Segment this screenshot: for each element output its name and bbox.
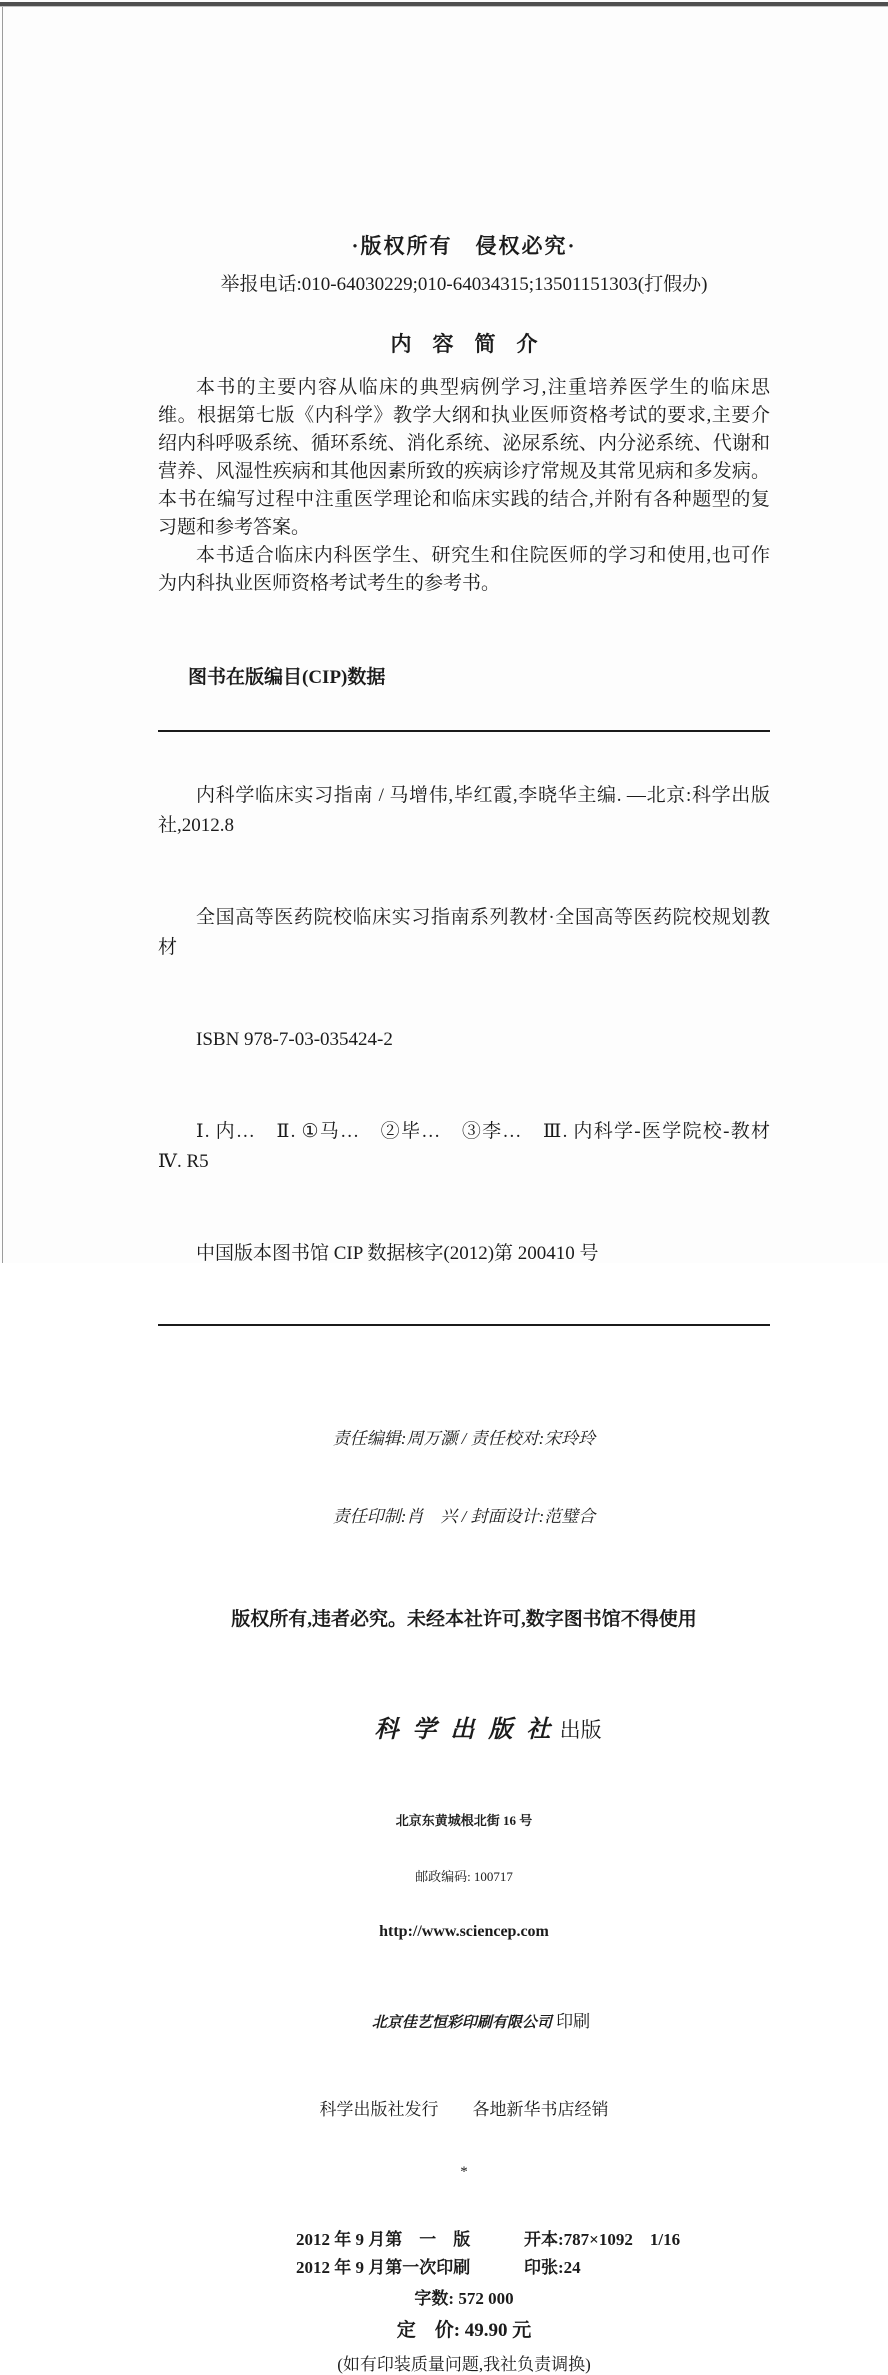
- report-phone-line: 举报电话:010-64030229;010-64034315;13501151303(打假办): [220, 274, 708, 295]
- page-content: [158, 0, 790, 2375]
- cip-record-entry: 中国版本图书馆 CIP 数据核字(2012)第 200410 号: [196, 1243, 599, 1264]
- cip-isbn-entry: ISBN 978-7-03-035424-2: [196, 1029, 393, 1050]
- staff-credits: [158, 1374, 770, 1582]
- printing-date: 2012 年 9 月第一次印刷: [296, 2258, 471, 2277]
- publisher-address: 北京东黄城根北街 16 号: [395, 1813, 533, 1828]
- cip-series-entry: 全国高等医药院校临床实习指南系列教材·全国高等医药院校规划教材: [158, 907, 770, 958]
- staff-editors-line: 责任编辑:周万灏 / 责任校对:宋玲玲: [332, 1429, 596, 1448]
- scan-left-edge: [2, 7, 3, 1263]
- format-spec: 开本:787×1092 1/16: [524, 2230, 681, 2249]
- publisher-role: 出版: [554, 1718, 602, 1742]
- cip-heading: 图书在版编目(CIP)数据: [188, 667, 386, 688]
- cip-block: [158, 626, 790, 1362]
- rights-statement: 版权所有,违者必究。未经本社许可,数字图书馆不得使用: [231, 1609, 697, 1630]
- price: 定 价: 49.90 元: [396, 2320, 532, 2341]
- cip-classification-entry: Ⅰ. 内… Ⅱ. ①马… ②毕… ③李… Ⅲ. 内科学-医学院校-教材 Ⅳ. R5: [158, 1121, 790, 1172]
- cip-rule-bottom: [158, 1324, 770, 1326]
- printer-line: [158, 1987, 770, 2052]
- publisher-postcode: 邮政编码: 100717: [415, 1869, 513, 1884]
- print-info-row-2: [158, 2255, 770, 2280]
- exchange-note: (如有印装质量问题,我社负责调换): [337, 2355, 591, 2374]
- sheet-count: 印张:24: [524, 2258, 581, 2277]
- cip-title-entry: 内科学临床实习指南 / 马增伟,毕红霞,李晓华主编. —北京:科学出版社,2012.8: [158, 785, 770, 836]
- publisher-name: 科 学 出 版 社: [374, 1717, 555, 1743]
- cip-rule-top: [158, 730, 770, 732]
- distribution-line: 科学出版社发行 各地新华书店经销: [319, 2100, 609, 2119]
- print-info-row-1: [158, 2227, 770, 2252]
- intro-paragraph-1: 本书的主要内容从临床的典型病例学习,注重培养医学生的临床思维。根据第七版《内科学》教学大纲和执业医师资格考试的要求,主要介绍内科呼吸系统、循环系统、消化系统、泌尿系统、内分泌系统、代谢和营养、风湿性疾病和其他因素所致的疾病诊疗常规及其常见病和多发病。本书在编写过程中注重医学理论和临床实践的结合,并附有各种题型的复习题和参考答案。: [158, 377, 770, 538]
- staff-print-design-line: 责任印制:肖 兴 / 封面设计:范璧合: [332, 1507, 596, 1526]
- printer-name: 北京佳艺恒彩印刷有限公司: [371, 2015, 552, 2031]
- publisher-name-line: [158, 1691, 770, 1769]
- printer-role: 印刷: [551, 2012, 591, 2031]
- copyright-notice: ·版权所有 侵权必究·: [351, 234, 577, 258]
- content-intro-title: 内 容 简 介: [390, 332, 538, 356]
- word-count: 字数: 572 000: [414, 2289, 514, 2308]
- section-separator: *: [460, 2164, 468, 2180]
- edition-date: 2012 年 9 月第 一 版: [296, 2230, 471, 2249]
- intro-paragraph-2: 本书适合临床内科医学生、研究生和住院医师的学习和使用,也可作为内科执业医师资格考试考生的参考书。: [158, 545, 770, 594]
- publisher-block: [158, 1631, 770, 2217]
- publisher-website: http://www.sciencep.com: [379, 1923, 549, 1940]
